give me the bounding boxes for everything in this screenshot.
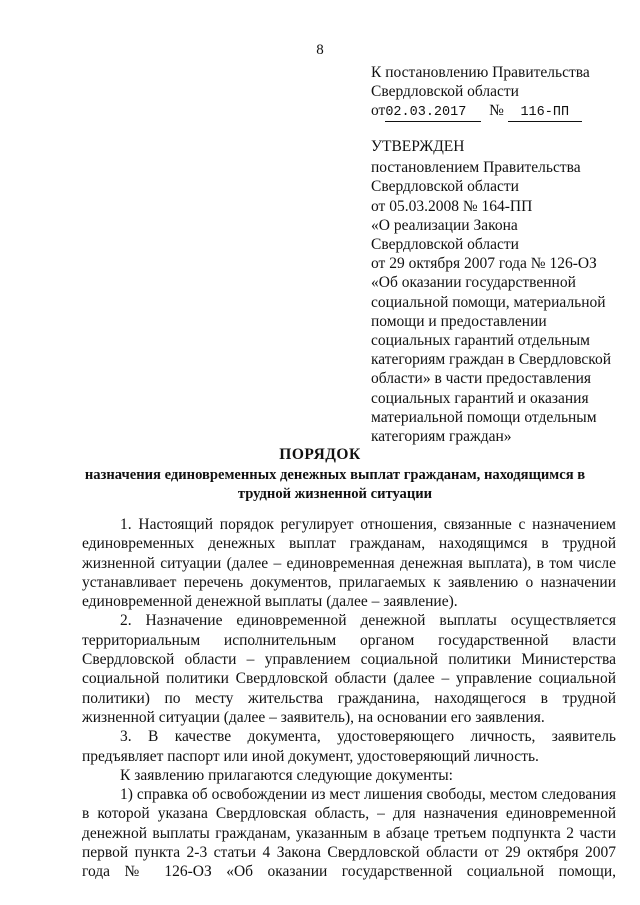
approval-line: социальных гарантий и оказания [371,389,589,407]
approval-block [371,137,633,446]
approval-line: Свердловской области [371,236,519,254]
paragraph: 1. Настоящий порядок регулирует отношения, связанные с назначением единовременных денежных выплат гражданам, находящимся в трудной жизненной ситуации (далее – единовременная денежная выплата), в том числе устанавливает перечень документов, прилагаемых к заявлению о назначении единовременной денежной выплаты (далее – заявление). [82,516,616,611]
annex-line: К постановлению Правительства [371,64,590,81]
annex-header [371,63,621,122]
approval-line: от 05.03.2008 № 164-ПП [371,197,533,215]
approval-line: социальной помощи, материальной [371,293,606,311]
document-subtitle: назначения единовременных денежных выплат гражданам, находящимся в трудной жизненной ситуации [84,467,586,502]
document-body [82,515,616,882]
number-prefix: № [489,102,504,119]
approval-line: помощи и предоставлении [371,312,547,330]
paragraph: 3. В качестве документа, удостоверяющего личность, заявитель предъявляет паспорт или иной документ, удостоверяющий личность. [82,728,616,765]
paragraph: К заявлению прилагаются следующие документы: [120,766,453,784]
approval-line: постановлением Правительства [371,159,581,177]
approval-line: категориям граждан в Свердловской [371,351,612,369]
approval-line: области» в части предоставления [371,370,592,388]
approval-line: «Об оказании государственной [371,274,576,292]
paragraph: 2. Назначение единовременной денежной выплаты осуществляется территориальным исполнительным органом государственной власти Свердловской области – управлением социальной политики Министерства социальной политики Свердловской области (далее – управление социальной политики) по месту жительства гражданина, находящегося в трудной жизненной ситуации (далее – заявитель), на основании его заявления. [82,612,616,726]
page-number: 8 [316,42,324,58]
paragraph: 1) справка об освобождении из мест лишения свободы, местом следования в которой указана Свердловская область, – для назначения единовременной денежной выплаты гражданам, указанным в абзаце третьем подпункта 2 части первой пункта 2-3 статьи 4 Закона Свердловской области от 29 октября 2007 года № 126-ОЗ «Об оказании государственной социальной помощи, [82,786,616,881]
document-title: ПОРЯДОК [279,446,361,463]
approval-line: материальной помощи отдельным [371,408,597,426]
approval-line: «О реализации Закона [371,216,518,234]
resolution-date: 02.03.2017 [385,105,481,122]
approval-line: категориям граждан» [371,428,512,446]
annex-date-line [371,101,621,122]
resolution-number: 116-ПП [508,105,582,122]
annex-line: Свердловской области [371,83,519,100]
approval-line: от 29 октября 2007 года № 126-ОЗ [371,255,597,273]
approval-line: социальных гарантий отдельным [371,332,590,350]
approval-title: УТВЕРЖДЕН [371,138,465,155]
approval-line: Свердловской области [371,178,519,196]
date-prefix: от [371,102,386,119]
